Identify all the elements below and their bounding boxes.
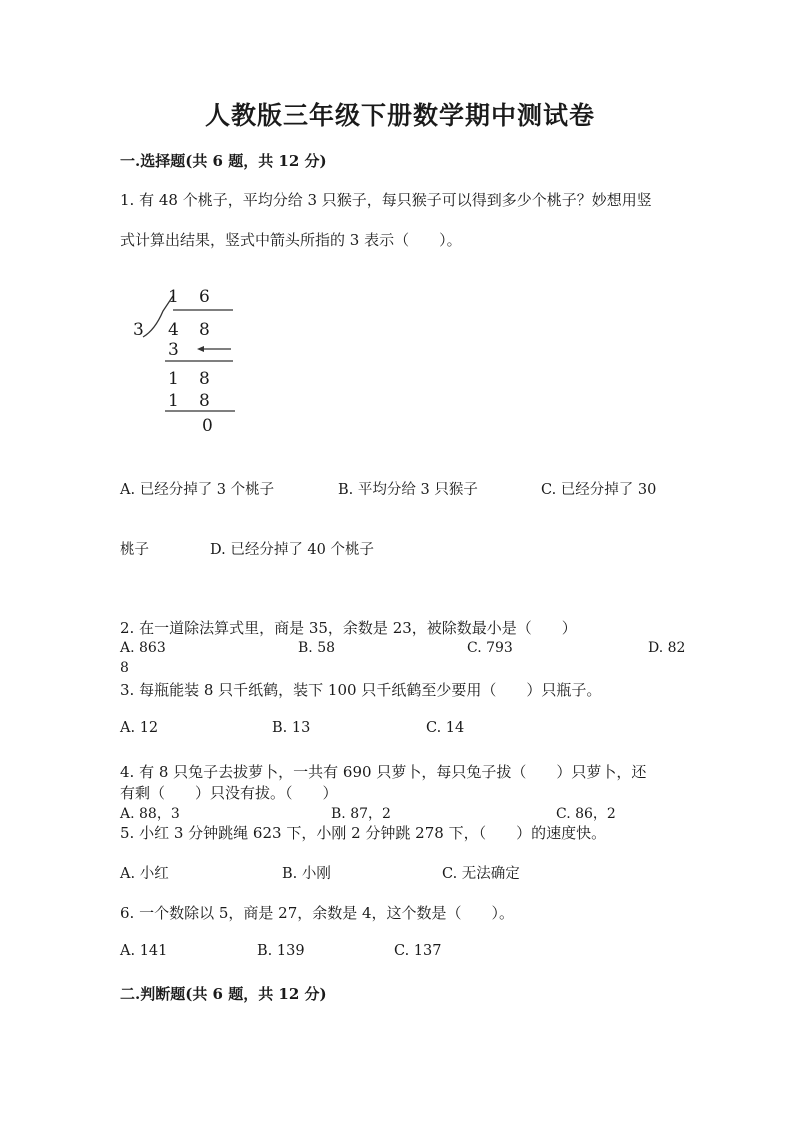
- page-title: 人教版三年级下册数学期中测试卷: [204, 101, 595, 130]
- q6-option-b[interactable]: B. 139: [257, 943, 305, 959]
- question-3: 3. 每瓶能装 8 只千纸鹤，装下 100 只千纸鹤至少要用（ ）只瓶子。: [120, 681, 602, 699]
- question-1-line-2: 式计算出结果，竖式中箭头所指的 3 表示（ ）。: [120, 231, 462, 249]
- quotient-digit: 6: [199, 287, 210, 307]
- q1-option-b[interactable]: B. 平均分给 3 只猴子: [338, 482, 478, 498]
- q3-option-a[interactable]: A. 12: [120, 720, 159, 736]
- section-heading-judgement: 二.判断题(共 6 题，共 12 分): [120, 985, 327, 1003]
- q4-option-a[interactable]: A. 88，3: [120, 806, 180, 822]
- q3-option-b[interactable]: B. 13: [272, 720, 311, 736]
- q2-option-b[interactable]: B. 58: [298, 640, 336, 656]
- question-6: 6. 一个数除以 5，商是 27，余数是 4，这个数是（ ）。: [120, 904, 515, 922]
- partial-digit: 8: [199, 369, 210, 389]
- quotient-digit: 1: [168, 287, 179, 307]
- question-1-line-1: 1. 有 48 个桃子，平均分给 3 只猴子，每只猴子可以得到多少个桃子？妙想用竖: [120, 191, 652, 209]
- partial-digit: 1: [168, 369, 179, 389]
- q2-option-a[interactable]: A. 863: [120, 640, 166, 656]
- q4-option-b[interactable]: B. 87，2: [331, 806, 391, 822]
- q1-option-d[interactable]: D. 已经分掉了 40 个桃子: [210, 542, 374, 558]
- subtract-digit: 1: [168, 391, 179, 411]
- q1-option-a[interactable]: A. 已经分掉了 3 个桃子: [120, 482, 275, 498]
- q5-option-c[interactable]: C. 无法确定: [442, 866, 520, 882]
- dividend-digit: 8: [199, 320, 210, 340]
- q2-option-d[interactable]: D. 82: [648, 640, 686, 656]
- question-2: 2. 在一道除法算式里，商是 35，余数是 23，被除数最小是（ ）: [120, 619, 577, 637]
- q6-option-c[interactable]: C. 137: [394, 943, 442, 959]
- section-heading-choice: 一.选择题(共 6 题，共 12 分): [120, 152, 327, 170]
- q3-option-c[interactable]: C. 14: [426, 720, 465, 736]
- long-division-figure: [125, 275, 255, 440]
- q2-option-c[interactable]: C. 793: [467, 640, 513, 656]
- question-4-line-2: 有剩（ ）只没有拔。（ ）: [120, 784, 338, 802]
- question-5: 5. 小红 3 分钟跳绳 623 下，小刚 2 分钟跳 278 下，（ ）的速度快。: [120, 824, 607, 842]
- arrow-left-icon: [197, 346, 204, 352]
- remainder: 0: [202, 416, 213, 436]
- q6-option-a[interactable]: A. 141: [120, 943, 168, 959]
- dividend-digit: 4: [168, 320, 179, 340]
- q1-option-c[interactable]: C. 已经分掉了 30: [541, 482, 657, 498]
- divisor: 3: [133, 320, 144, 340]
- q5-option-b[interactable]: B. 小刚: [282, 866, 331, 882]
- question-4-line-1: 4. 有 8 只兔子去拔萝卜，一共有 690 只萝卜，每只兔子拔（ ）只萝卜，还: [120, 763, 647, 781]
- q4-option-c[interactable]: C. 86，2: [556, 806, 616, 822]
- subtract-step-1: 3: [168, 340, 179, 360]
- q1-option-c-continued: 桃子: [120, 542, 149, 558]
- q5-option-a[interactable]: A. 小红: [120, 866, 169, 882]
- subtract-digit: 8: [199, 391, 210, 411]
- q2-option-d-wrap: 8: [120, 660, 129, 676]
